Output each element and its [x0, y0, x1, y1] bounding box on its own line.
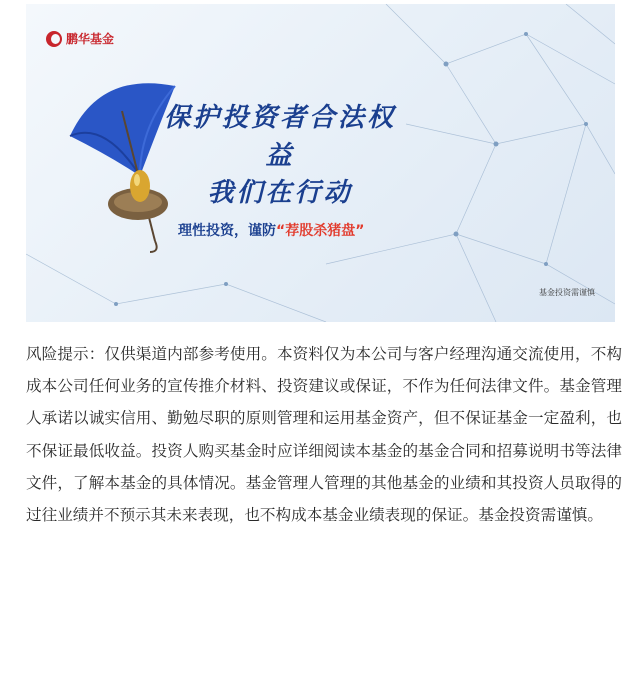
tagline-highlight: “荐股杀猪盘”: [276, 223, 365, 239]
banner-caption: 基金投资需谨慎: [539, 288, 595, 297]
banner-tagline: [178, 220, 364, 240]
company-logo: [46, 30, 114, 47]
risk-notice-paragraph: 风险提示：仅供渠道内部参考使用。本资料仅为本公司与客户经理沟通交流使用，不构成本公司任何业务的宣传推介材料、投资建议或保证，不作为任何法律文件。基金管理人承诺以诚实信用、勤勉尽职的原则管理和运用基金资产，但不保证基金一定盈利，也不保证最低收益。投资人购买基金时应详细阅读本基金的基金合同和招募说明书等法律文件，了解本基金的具体情况。基金管理人管理的其他基金的业绩和其投资人员取得的过往业绩并不预示其未来表现，也不构成本基金业绩表现的保证。基金投资需谨慎。: [26, 345, 622, 525]
headline-line-1: 保护投资者合法权益: [163, 103, 396, 171]
banner-headline: [150, 100, 410, 213]
banner-image: [26, 4, 615, 322]
tagline-prefix: 理性投资，谨防: [178, 223, 276, 239]
headline-line-2: 我们在行动: [207, 178, 353, 209]
logo-mark-icon: [46, 31, 62, 47]
logo-text: 鹏华基金: [66, 32, 115, 46]
